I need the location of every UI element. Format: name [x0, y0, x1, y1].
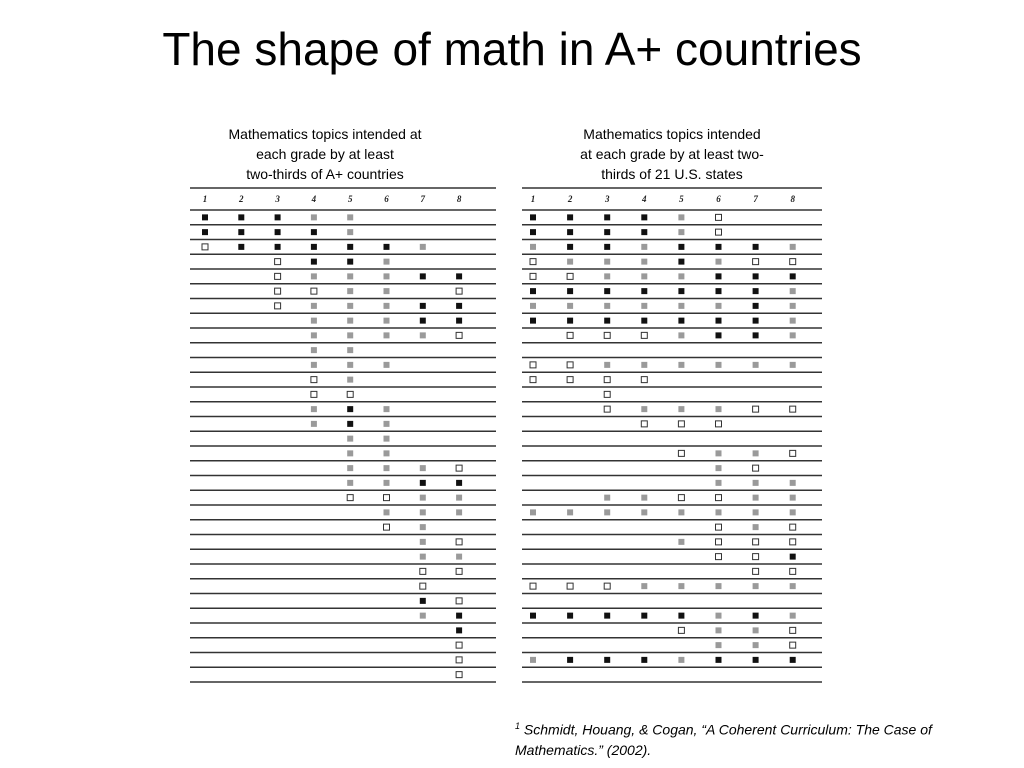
topic-marker-gray [530, 244, 536, 250]
topic-marker-gray [420, 613, 426, 619]
topic-marker-gray [716, 642, 722, 648]
topic-marker-open [456, 642, 462, 648]
topic-marker-open [790, 259, 796, 265]
topic-marker-gray [790, 613, 796, 619]
topic-marker-black [202, 229, 208, 235]
topic-marker-gray [716, 259, 722, 265]
topic-marker-gray [311, 406, 317, 412]
topic-marker-black [530, 613, 536, 619]
topic-marker-black [456, 318, 462, 324]
topic-marker-gray [347, 332, 353, 338]
topic-marker-gray [678, 657, 684, 663]
topic-marker-black [604, 229, 610, 235]
topic-marker-black [238, 244, 244, 250]
topic-marker-gray [716, 583, 722, 589]
topic-marker-gray [420, 465, 426, 471]
topic-marker-black [790, 554, 796, 560]
grade-label: 2 [567, 194, 573, 204]
topic-marker-open [456, 657, 462, 663]
topic-marker-gray [384, 362, 390, 368]
grade-label: 2 [239, 194, 244, 204]
topic-marker-gray [347, 377, 353, 383]
topic-marker-open [275, 303, 281, 309]
us-states-topic-grid [522, 186, 822, 686]
topic-marker-gray [790, 480, 796, 486]
topic-marker-gray [753, 495, 759, 501]
topic-marker-black [238, 229, 244, 235]
topic-marker-black [678, 288, 684, 294]
grade-label: 3 [604, 194, 610, 204]
grade-label: 6 [716, 194, 721, 204]
topic-marker-gray [347, 214, 353, 220]
topic-marker-open [275, 259, 281, 265]
topic-marker-black [790, 273, 796, 279]
topic-marker-gray [753, 627, 759, 633]
topic-marker-gray [716, 480, 722, 486]
topic-marker-black [604, 657, 610, 663]
topic-marker-black [641, 214, 647, 220]
topic-marker-open [530, 273, 536, 279]
topic-marker-gray [311, 318, 317, 324]
topic-marker-open [530, 259, 536, 265]
topic-marker-gray [347, 229, 353, 235]
topic-marker-open [790, 627, 796, 633]
topic-marker-black [678, 318, 684, 324]
topic-marker-gray [347, 480, 353, 486]
topic-marker-gray [347, 347, 353, 353]
topic-marker-open [384, 524, 390, 530]
topic-marker-black [604, 288, 610, 294]
topic-marker-black [604, 244, 610, 250]
topic-marker-gray [604, 509, 610, 515]
topic-marker-black [420, 318, 426, 324]
grade-label: 4 [642, 194, 647, 204]
topic-marker-open [604, 406, 610, 412]
topic-marker-gray [420, 495, 426, 501]
topic-marker-open [530, 583, 536, 589]
topic-marker-open [311, 391, 317, 397]
topic-marker-gray [604, 362, 610, 368]
topic-marker-gray [530, 509, 536, 515]
topic-marker-gray [641, 244, 647, 250]
grade-label: 7 [420, 194, 426, 204]
grade-label: 3 [275, 194, 280, 204]
topic-marker-gray [347, 318, 353, 324]
topic-marker-black [753, 244, 759, 250]
topic-marker-black [753, 332, 759, 338]
topic-marker-gray [790, 509, 796, 515]
right-panel-caption [522, 124, 822, 184]
right-caption-line-1: Mathematics topics intended [583, 126, 761, 142]
topic-marker-gray [604, 495, 610, 501]
topic-marker-black [678, 259, 684, 265]
topic-marker-open [567, 273, 573, 279]
topic-marker-black [311, 229, 317, 235]
topic-marker-gray [641, 509, 647, 515]
topic-marker-gray [530, 303, 536, 309]
topic-marker-black [641, 613, 647, 619]
topic-marker-black [716, 657, 722, 663]
topic-marker-gray [716, 406, 722, 412]
grade-label: 1 [530, 194, 536, 204]
topic-marker-open [678, 450, 684, 456]
topic-marker-black [311, 244, 317, 250]
topic-marker-gray [753, 509, 759, 515]
topic-marker-gray [716, 465, 722, 471]
topic-marker-gray [347, 273, 353, 279]
topic-marker-open [716, 229, 722, 235]
topic-marker-black [604, 214, 610, 220]
topic-marker-black [567, 214, 573, 220]
grade-label: 7 [753, 194, 758, 204]
topic-marker-black [753, 318, 759, 324]
topic-marker-gray [384, 259, 390, 265]
topic-marker-open [456, 332, 462, 338]
left-panel-caption [175, 124, 475, 184]
grade-label: 6 [384, 194, 389, 204]
topic-marker-gray [384, 421, 390, 427]
topic-marker-gray [311, 332, 317, 338]
topic-marker-black [238, 214, 244, 220]
topic-marker-gray [641, 362, 647, 368]
grade-label: 8 [790, 194, 795, 204]
footnote-text: Schmidt, Houang, & Cogan, “A Coherent Curriculum: The Case of Mathematics.” (2002). [515, 721, 932, 758]
topic-marker-open [604, 391, 610, 397]
topic-marker-gray [384, 273, 390, 279]
topic-marker-open [456, 568, 462, 574]
topic-marker-black [604, 318, 610, 324]
topic-marker-gray [678, 539, 684, 545]
topic-marker-black [420, 273, 426, 279]
topic-marker-gray [678, 229, 684, 235]
topic-marker-open [790, 406, 796, 412]
topic-marker-black [347, 421, 353, 427]
topic-marker-black [567, 657, 573, 663]
topic-marker-black [420, 303, 426, 309]
topic-marker-black [456, 480, 462, 486]
topic-marker-open [753, 465, 759, 471]
topic-marker-black [456, 273, 462, 279]
topic-marker-gray [347, 450, 353, 456]
topic-marker-open [753, 568, 759, 574]
topic-marker-gray [311, 421, 317, 427]
topic-marker-open [347, 495, 353, 501]
topic-marker-gray [420, 244, 426, 250]
topic-marker-black [456, 613, 462, 619]
topic-marker-black [347, 406, 353, 412]
topic-marker-gray [790, 362, 796, 368]
topic-marker-open [530, 377, 536, 383]
topic-marker-gray [678, 406, 684, 412]
topic-marker-black [641, 657, 647, 663]
topic-marker-gray [384, 480, 390, 486]
topic-marker-black [716, 244, 722, 250]
topic-marker-gray [641, 259, 647, 265]
topic-marker-open [456, 539, 462, 545]
topic-marker-gray [753, 362, 759, 368]
topic-marker-open [790, 450, 796, 456]
topic-marker-gray [716, 509, 722, 515]
topic-marker-open [716, 495, 722, 501]
topic-marker-gray [384, 406, 390, 412]
topic-marker-black [530, 229, 536, 235]
grade-label: 8 [456, 194, 462, 204]
topic-marker-black [753, 613, 759, 619]
topic-marker-gray [384, 332, 390, 338]
topic-marker-black [275, 229, 281, 235]
topic-marker-black [420, 480, 426, 486]
topic-marker-black [530, 214, 536, 220]
topic-marker-gray [716, 303, 722, 309]
topic-marker-gray [420, 554, 426, 560]
topic-marker-gray [311, 362, 317, 368]
topic-marker-black [567, 318, 573, 324]
topic-marker-gray [641, 583, 647, 589]
topic-marker-gray [604, 273, 610, 279]
topic-marker-gray [716, 362, 722, 368]
topic-marker-gray [384, 450, 390, 456]
topic-marker-gray [790, 318, 796, 324]
topic-marker-black [753, 657, 759, 663]
topic-marker-gray [753, 480, 759, 486]
topic-marker-gray [384, 465, 390, 471]
left-caption-line-1: Mathematics topics intended at [228, 126, 422, 142]
topic-marker-gray [530, 657, 536, 663]
topic-marker-open [530, 362, 536, 368]
topic-marker-gray [678, 362, 684, 368]
grade-label: 5 [347, 194, 353, 204]
topic-marker-open [716, 421, 722, 427]
a-plus-countries-topic-grid [190, 186, 496, 686]
topic-marker-open [641, 332, 647, 338]
topic-marker-open [678, 421, 684, 427]
topic-marker-gray [678, 273, 684, 279]
topic-marker-open [567, 377, 573, 383]
topic-marker-black [202, 214, 208, 220]
topic-marker-open [456, 288, 462, 294]
topic-marker-gray [790, 495, 796, 501]
topic-marker-black [347, 259, 353, 265]
topic-marker-open [456, 598, 462, 604]
topic-marker-open [641, 421, 647, 427]
topic-marker-open [753, 539, 759, 545]
topic-marker-black [275, 214, 281, 220]
topic-marker-black [641, 229, 647, 235]
topic-marker-black [678, 244, 684, 250]
topic-marker-black [567, 288, 573, 294]
topic-marker-gray [604, 259, 610, 265]
topic-marker-gray [753, 642, 759, 648]
topic-marker-gray [678, 509, 684, 515]
topic-marker-open [275, 273, 281, 279]
topic-marker-black [456, 303, 462, 309]
topic-marker-gray [567, 303, 573, 309]
topic-marker-black [641, 288, 647, 294]
topic-marker-black [716, 332, 722, 338]
topic-marker-black [716, 318, 722, 324]
topic-marker-black [716, 288, 722, 294]
topic-marker-black [567, 229, 573, 235]
topic-marker-gray [678, 583, 684, 589]
topic-marker-gray [347, 288, 353, 294]
topic-marker-gray [790, 244, 796, 250]
topic-marker-gray [420, 332, 426, 338]
topic-marker-gray [604, 303, 610, 309]
topic-marker-open [790, 539, 796, 545]
topic-marker-gray [790, 583, 796, 589]
topic-marker-open [604, 332, 610, 338]
topic-marker-gray [311, 273, 317, 279]
topic-marker-black [567, 244, 573, 250]
topic-marker-black [678, 613, 684, 619]
topic-marker-open [567, 362, 573, 368]
footnote-marker: 1 [515, 721, 521, 731]
topic-marker-gray [716, 613, 722, 619]
topic-marker-open [456, 672, 462, 678]
left-caption-line-3: two-thirds of A+ countries [246, 166, 404, 182]
topic-marker-open [275, 288, 281, 294]
topic-marker-open [420, 568, 426, 574]
topic-marker-gray [311, 214, 317, 220]
topic-marker-gray [753, 524, 759, 530]
topic-marker-black [384, 244, 390, 250]
topic-marker-gray [641, 303, 647, 309]
topic-marker-open [716, 214, 722, 220]
topic-marker-black [604, 613, 610, 619]
topic-marker-gray [567, 259, 573, 265]
topic-marker-black [753, 273, 759, 279]
topic-marker-open [678, 495, 684, 501]
topic-marker-gray [641, 406, 647, 412]
topic-marker-open [753, 259, 759, 265]
citation-footnote [515, 716, 985, 760]
topic-marker-gray [311, 303, 317, 309]
topic-marker-black [753, 303, 759, 309]
topic-marker-open [202, 244, 208, 250]
grade-label: 5 [679, 194, 684, 204]
topic-marker-black [641, 318, 647, 324]
topic-marker-open [790, 568, 796, 574]
topic-marker-black [530, 288, 536, 294]
topic-marker-gray [384, 303, 390, 309]
topic-marker-gray [420, 539, 426, 545]
topic-marker-gray [384, 509, 390, 515]
topic-marker-gray [753, 583, 759, 589]
right-caption-line-2: at each grade by at least two- [580, 146, 764, 162]
topic-marker-gray [567, 509, 573, 515]
topic-marker-gray [420, 509, 426, 515]
topic-marker-gray [790, 332, 796, 338]
topic-marker-open [567, 583, 573, 589]
topic-marker-black [347, 244, 353, 250]
topic-marker-black [456, 627, 462, 633]
topic-marker-open [567, 332, 573, 338]
topic-marker-black [567, 613, 573, 619]
grade-label: 4 [311, 194, 317, 204]
topic-marker-open [311, 288, 317, 294]
topic-marker-black [275, 244, 281, 250]
topic-marker-black [311, 259, 317, 265]
topic-marker-gray [753, 450, 759, 456]
topic-marker-open [753, 406, 759, 412]
topic-marker-gray [456, 509, 462, 515]
topic-marker-open [716, 524, 722, 530]
topic-marker-open [604, 583, 610, 589]
topic-marker-open [384, 495, 390, 501]
topic-marker-open [641, 377, 647, 383]
topic-marker-open [753, 554, 759, 560]
topic-marker-open [790, 642, 796, 648]
topic-marker-black [420, 598, 426, 604]
topic-marker-open [420, 583, 426, 589]
topic-marker-gray [456, 495, 462, 501]
topic-marker-gray [384, 436, 390, 442]
topic-marker-gray [347, 436, 353, 442]
topic-marker-gray [347, 465, 353, 471]
topic-marker-gray [790, 303, 796, 309]
topic-marker-gray [641, 273, 647, 279]
topic-marker-gray [347, 303, 353, 309]
right-caption-line-3: thirds of 21 U.S. states [601, 166, 743, 182]
topic-marker-gray [716, 450, 722, 456]
topic-marker-black [716, 273, 722, 279]
topic-marker-gray [678, 332, 684, 338]
topic-marker-black [530, 318, 536, 324]
topic-marker-gray [347, 362, 353, 368]
topic-marker-black [790, 657, 796, 663]
topic-marker-open [790, 524, 796, 530]
topic-marker-gray [384, 318, 390, 324]
topic-marker-open [678, 627, 684, 633]
topic-marker-gray [456, 554, 462, 560]
topic-marker-open [456, 465, 462, 471]
topic-marker-gray [678, 214, 684, 220]
topic-marker-gray [678, 303, 684, 309]
topic-marker-open [716, 554, 722, 560]
topic-marker-open [347, 391, 353, 397]
topic-marker-gray [641, 495, 647, 501]
topic-marker-black [753, 288, 759, 294]
topic-marker-gray [384, 288, 390, 294]
topic-marker-open [311, 377, 317, 383]
grade-label: 1 [202, 194, 208, 204]
slide-title: The shape of math in A+ countries [162, 23, 862, 75]
topic-marker-open [716, 539, 722, 545]
topic-marker-gray [420, 524, 426, 530]
topic-marker-open [604, 377, 610, 383]
topic-marker-gray [716, 627, 722, 633]
topic-marker-gray [790, 288, 796, 294]
topic-marker-gray [311, 347, 317, 353]
left-caption-line-2: each grade by at least [256, 146, 394, 162]
